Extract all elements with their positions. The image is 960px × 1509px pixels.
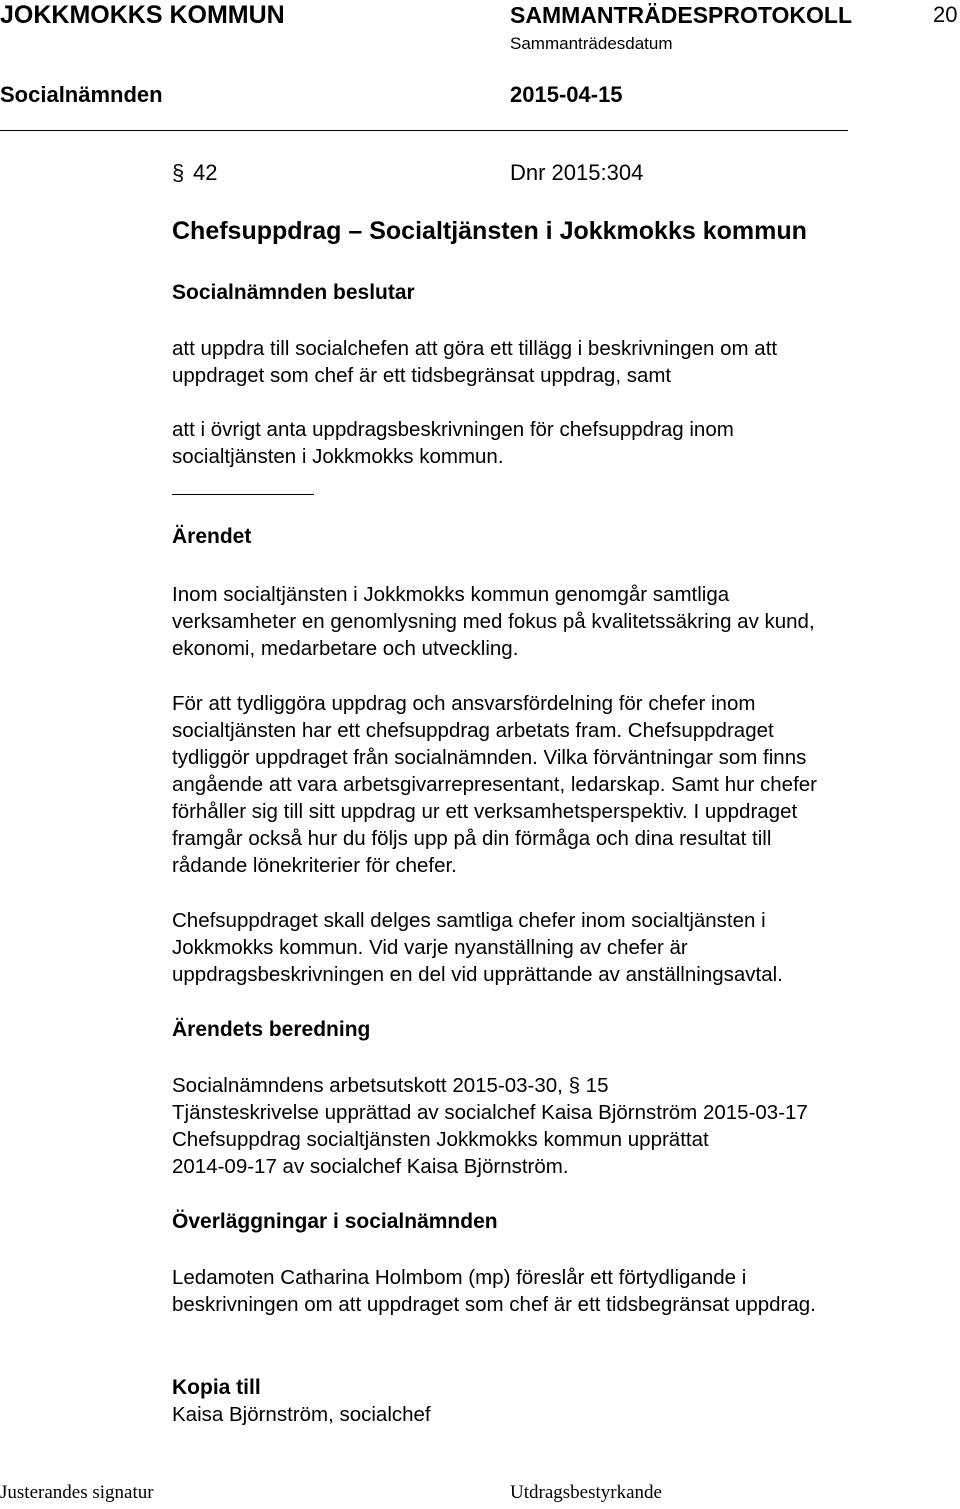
certification-label: Utdragsbestyrkande [510,1482,662,1503]
decision-line: att i övrigt anta uppdragsbeskrivningen för chefsuppdrag inom [172,418,734,441]
committee-name: Socialnämnden [0,82,163,107]
matter-line: Chefsuppdraget skall delges samtliga chefer inom socialtjänsten i [172,909,766,932]
preparation-line: 2014-09-17 av socialchef Kaisa Björnström. [172,1155,569,1178]
matter-line: tydliggör uppdraget från socialnämnden. Vilka förväntningar som finns [172,746,807,769]
decision-line: socialtjänsten i Jokkmokks kommun. [172,445,504,468]
preparation-heading: Ärendets beredning [172,1018,371,1041]
meeting-date: 2015-04-15 [510,82,623,107]
preparation-line: Chefsuppdrag socialtjänsten Jokkmokks kommun upprättat [172,1128,709,1151]
item-title: Chefsuppdrag – Socialtjänsten i Jokkmokks kommun [172,217,807,245]
decision-line: uppdraget som chef är ett tidsbegränsat uppdrag, samt [172,364,672,387]
matter-line: förhåller sig till sitt uppdrag ur ett verksamhetsperspektiv. I uppdraget [172,800,798,823]
preparation-line: Tjänsteskrivelse upprättad av socialchef Kaisa Björnström 2015-03-17 [172,1101,808,1124]
matter-line: Jokkmokks kommun. Vid varje nyanställning av chefer är [172,936,688,959]
matter-line: rådande lönekriterier för chefer. [172,854,457,877]
matter-line: För att tydliggöra uppdrag och ansvarsfördelning för chefer inom [172,692,756,715]
matter-line: verksamheter en genomlysning med fokus på kvalitetssäkring av kund, [172,610,815,633]
matter-line: socialtjänsten har ett chefsuppdrag arbetats fram. Chefsuppdraget [172,719,774,742]
paragraph-sign: § [172,160,185,185]
page-number: 20 [933,2,958,27]
decision-heading: Socialnämnden beslutar [172,281,415,304]
matter-line: angående att vara arbetsgivarrepresentant, ledarskap. Samt hur chefer [172,773,817,796]
decision-line: att uppdra till socialchefen att göra ett tillägg i beskrivningen om att [172,337,778,360]
diary-number: Dnr 2015:304 [510,160,644,185]
preparation-line: Socialnämndens arbetsutskott 2015-03-30, § 15 [172,1074,609,1097]
section-divider [172,494,314,495]
deliberation-line: beskrivningen om att uppdraget som chef är ett tidsbegränsat uppdrag. [172,1293,816,1316]
date-label: Sammanträdesdatum [510,34,673,53]
copy-to-heading: Kopia till [172,1376,261,1399]
paragraph-number: 42 [193,160,218,185]
deliberation-line: Ledamoten Catharina Holmbom (mp) föreslår ett förtydligande i [172,1266,747,1289]
matter-line: framgår också hur du följs upp på din förmåga och dina resultat till [172,827,772,850]
matter-line: Inom socialtjänsten i Jokkmokks kommun genomgår samtliga [172,583,730,606]
matter-line: uppdragsbeskrivningen en del vid upprättande av anställningsavtal. [172,963,783,986]
copy-to-recipient: Kaisa Björnström, socialchef [172,1403,431,1426]
signature-label: Justerandes signatur [0,1482,154,1503]
matter-line: ekonomi, medarbetare och utveckling. [172,637,519,660]
protocol-title: SAMMANTRÄDESPROTOKOLL [510,2,853,28]
municipality-name: JOKKMOKKS KOMMUN [0,1,285,29]
matter-heading: Ärendet [172,525,252,548]
header-divider [0,130,848,131]
deliberation-heading: Överläggningar i socialnämnden [172,1210,498,1233]
